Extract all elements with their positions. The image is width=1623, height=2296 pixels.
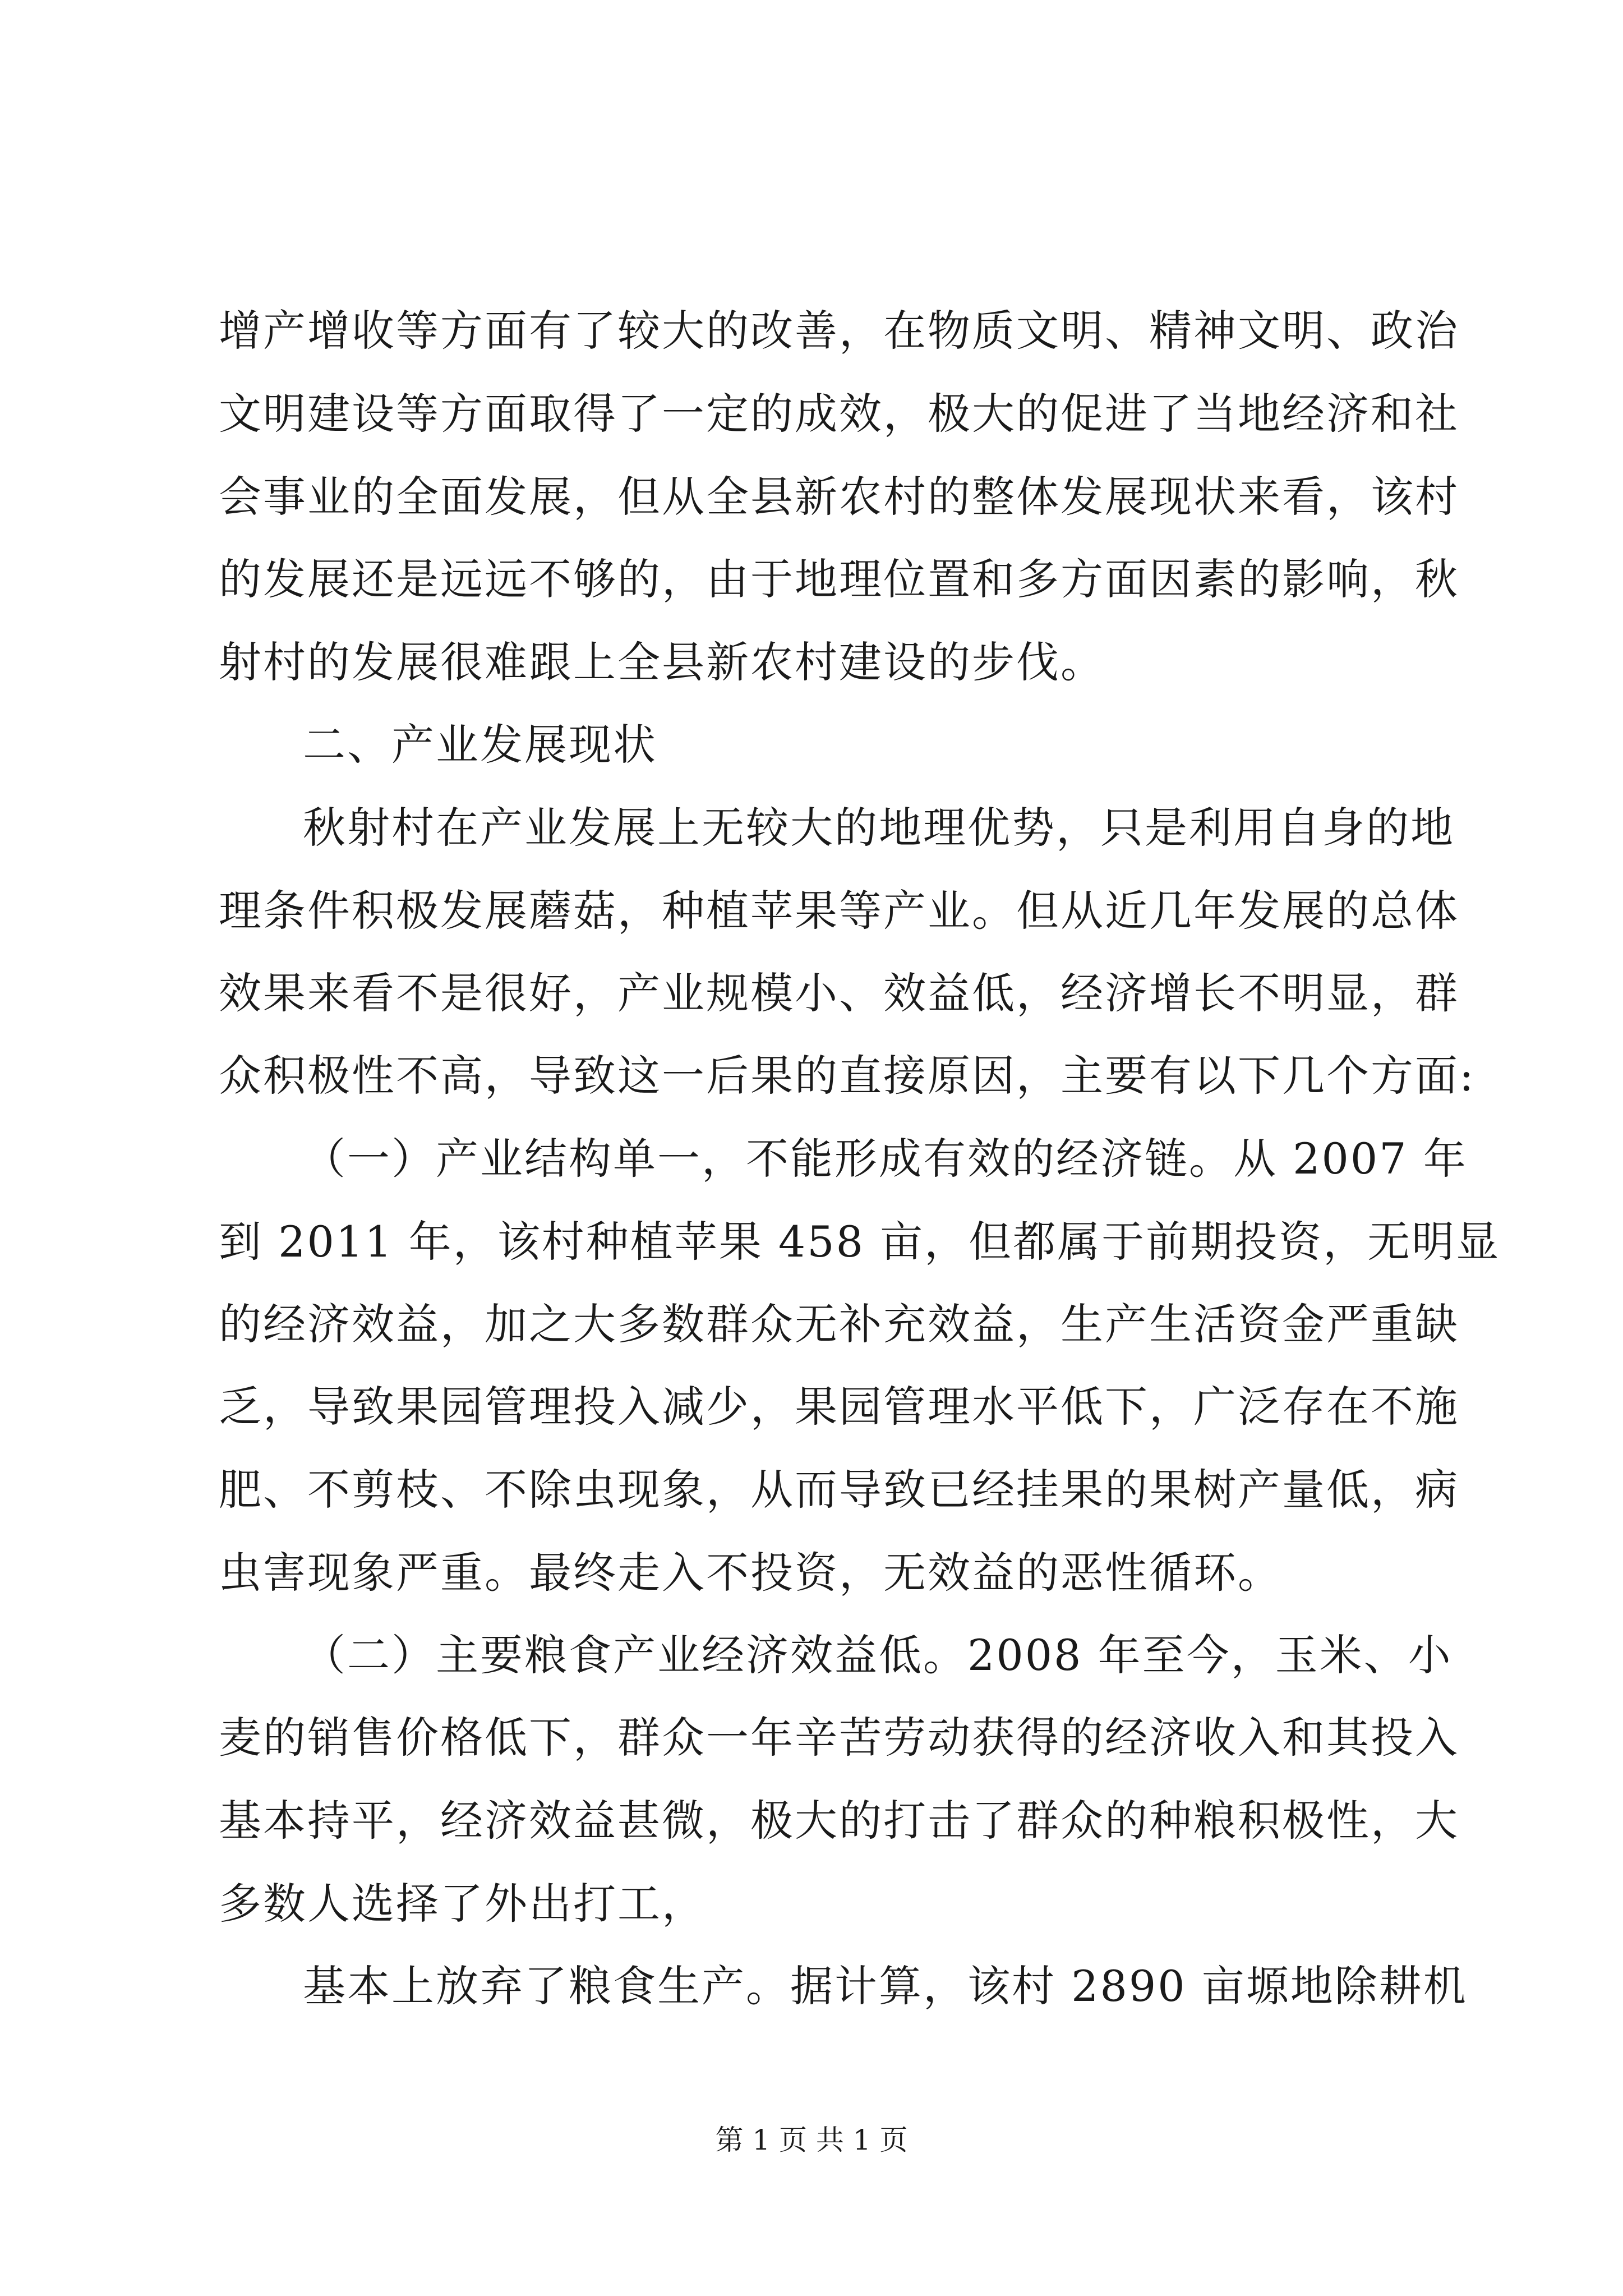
body-text-line: 基本持平，经济效益甚微，极大的打击了群众的种粮积极性，大	[219, 1796, 1459, 1846]
body-text-line: （二）主要粮食产业经济效益低。2008 年至今，玉米、小	[303, 1630, 1453, 1680]
page-footer: 第 1 页 共 1 页	[715, 2124, 908, 2156]
body-text-line: 理条件积极发展蘑菇，种植苹果等产业。但从近几年发展的总体	[219, 886, 1459, 936]
body-text-line: 肥、不剪枝、不除虫现象，从而导致已经挂果的果树产量低，病	[219, 1465, 1459, 1515]
body-text-line: 会事业的全面发展，但从全县新农村的整体发展现状来看，该村	[219, 472, 1459, 522]
body-text-line: 秋射村在产业发展上无较大的地理优势，只是利用自身的地	[303, 803, 1455, 853]
body-text-line: 到 2011 年，该村种植苹果 458 亩，但都属于前期投资，无明显	[219, 1217, 1501, 1267]
body-text-line: 文明建设等方面取得了一定的成效，极大的促进了当地经济和社	[219, 389, 1459, 439]
body-text-line: 麦的销售价格低下，群众一年辛苦劳动获得的经济收入和其投入	[219, 1713, 1459, 1763]
body-text-line: 多数人选择了外出打工，	[219, 1879, 706, 1929]
body-text-line: 效果来看不是很好，产业规模小、效益低，经济增长不明显，群	[219, 968, 1459, 1018]
body-text-line: 增产增收等方面有了较大的改善，在物质文明、精神文明、政治	[219, 306, 1459, 356]
body-text-line: 射村的发展很难跟上全县新农村建设的步伐。	[219, 637, 1105, 687]
body-text-line: 的发展还是远远不够的，由于地理位置和多方面因素的影响，秋	[219, 554, 1459, 604]
body-text-line: （一）产业结构单一，不能形成有效的经济链。从 2007 年	[303, 1134, 1468, 1184]
body-text-line: 乏，导致果园管理投入减少，果园管理水平低下，广泛存在不施	[219, 1382, 1459, 1432]
section-heading: 二、产业发展现状	[303, 720, 657, 770]
body-text-line: 众积极性不高，导致这一后果的直接原因，主要有以下几个方面:	[219, 1051, 1476, 1101]
body-text-line: 的经济效益，加之大多数群众无补充效益，生产生活资金严重缺	[219, 1299, 1459, 1349]
body-text-line: 基本上放弃了粮食生产。据计算，该村 2890 亩塬地除耕机	[303, 1961, 1468, 2011]
body-text-line: 虫害现象严重。最终走入不投资，无效益的恶性循环。	[219, 1548, 1282, 1598]
